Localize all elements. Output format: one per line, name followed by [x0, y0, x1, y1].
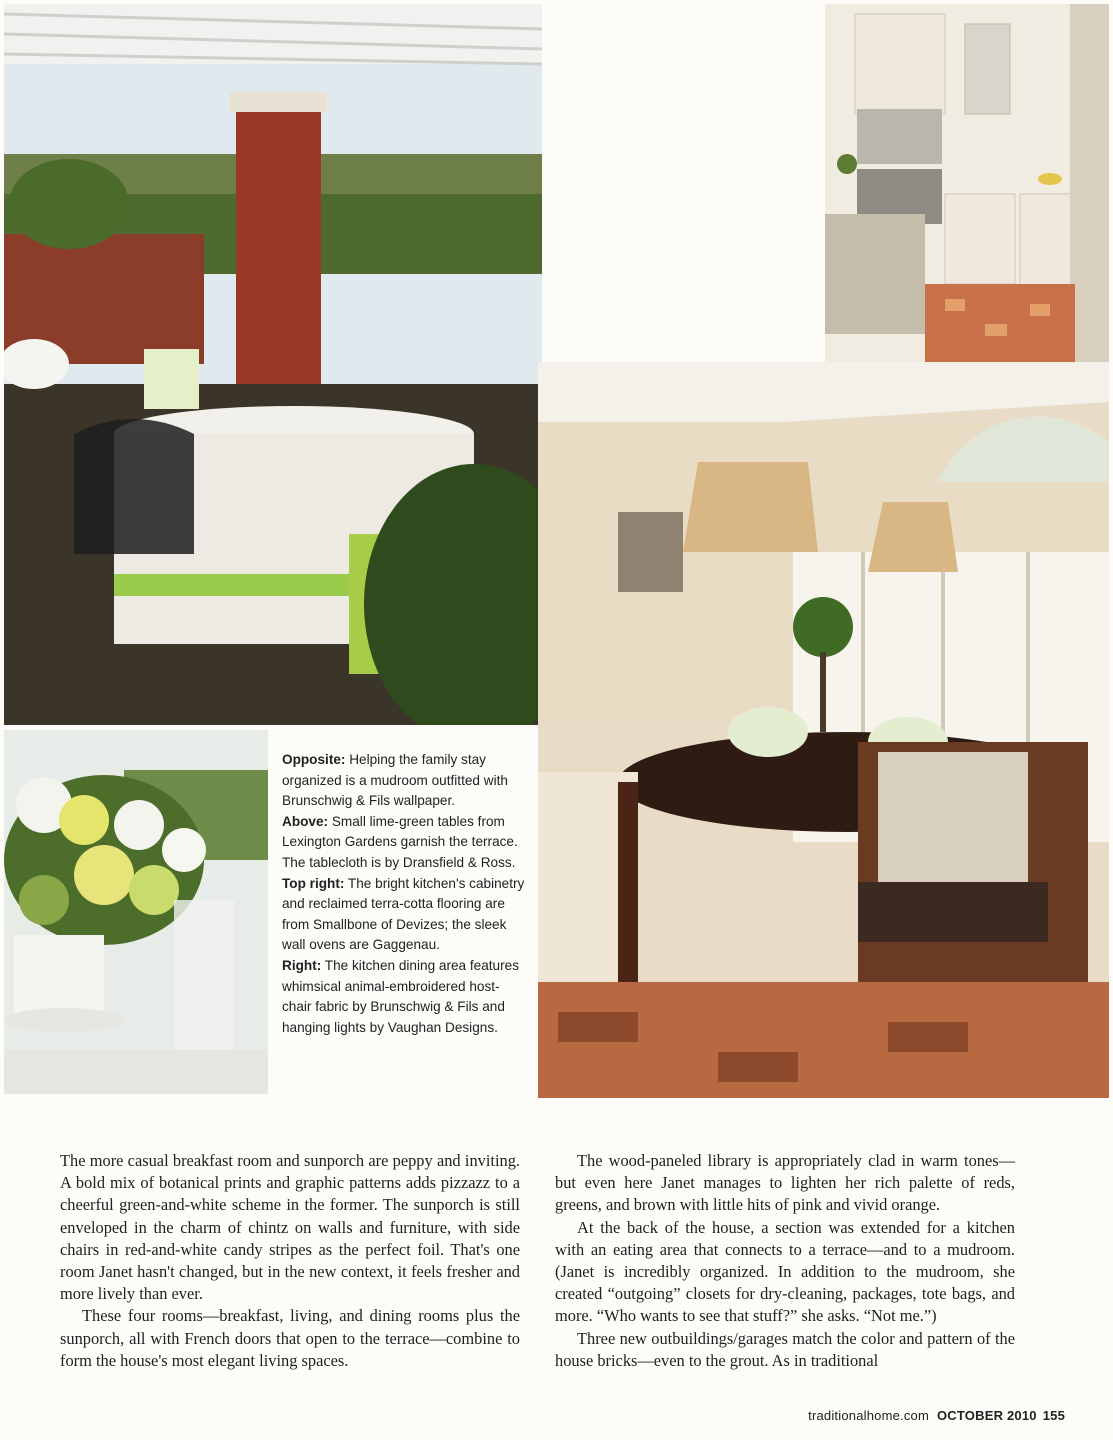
body-paragraph: The more casual breakfast room and sunporch are peppy and inviting. A bold mix of botanical prints and graphic patterns adds pizzazz to a cheerful green-and-white scheme in the former. The sunporch is still enveloped in the charm of chintz on walls and furniture, with side chairs in red-and-white candy stripes as the perfect foil. That's one room Janet hasn't changed, but in the new context, it feels fresher and more lively than ever.	[60, 1151, 520, 1304]
body-column-left	[60, 1150, 520, 1372]
body-column-right	[555, 1150, 1015, 1372]
page-footer	[808, 1408, 1065, 1423]
body-paragraph: Three new outbuildings/garages match the color and pattern of the house bricks—even to the grout. As in traditional	[555, 1328, 1015, 1370]
footer-issue-date: OCTOBER 2010	[937, 1408, 1037, 1423]
footer-site: traditionalhome.com	[808, 1408, 929, 1423]
body-paragraph: The wood-paneled library is appropriately clad in warm tones—but even here Janet manages to lighten her rich palette of reds, greens, and brown with little hits of pink and vivid orange.	[555, 1151, 1015, 1215]
caption-above: Above: Small lime-green tables from Lexington Gardens garnish the terrace. The tablecloth is by Dransfield & Ross.	[282, 813, 518, 870]
page-number: 155	[1042, 1408, 1065, 1423]
terrace-dining-photo	[4, 4, 542, 725]
caption-right: Right: The kitchen dining area features whimsical animal-embroidered host-chair fabric by Brunschwig & Fils and hanging lights by Vaughan Designs.	[282, 957, 520, 1035]
kitchen-cabinetry-photo	[825, 4, 1109, 362]
caption-top-right: Top right: The bright kitchen's cabinetry and reclaimed terra-cotta flooring are from Smallbone of Devizes; the sleek wall ovens are Gaggenau.	[282, 875, 525, 953]
flower-arrangement-photo	[4, 730, 268, 1094]
body-paragraph: These four rooms—breakfast, living, and dining rooms plus the sunporch, all with French doors that open to the terrace—combine to form the house's most elegant living spaces.	[60, 1306, 520, 1370]
kitchen-dining-area-photo	[538, 362, 1109, 1098]
caption-opposite: Opposite: Helping the family stay organized is a mudroom outfitted with Brunschwig & Fils wallpaper.	[282, 752, 508, 809]
body-paragraph: At the back of the house, a section was extended for a kitchen with an eating area that connects to a terrace—and to a mudroom. (Janet is incredibly organized. In addition to the mudroom, she created “outgoing” closets for dry-cleaning, packages, tote bags, and more. “Who wants to see that stuff?” she asks. “Not me.”)	[555, 1217, 1015, 1326]
photo-captions	[282, 750, 527, 1038]
